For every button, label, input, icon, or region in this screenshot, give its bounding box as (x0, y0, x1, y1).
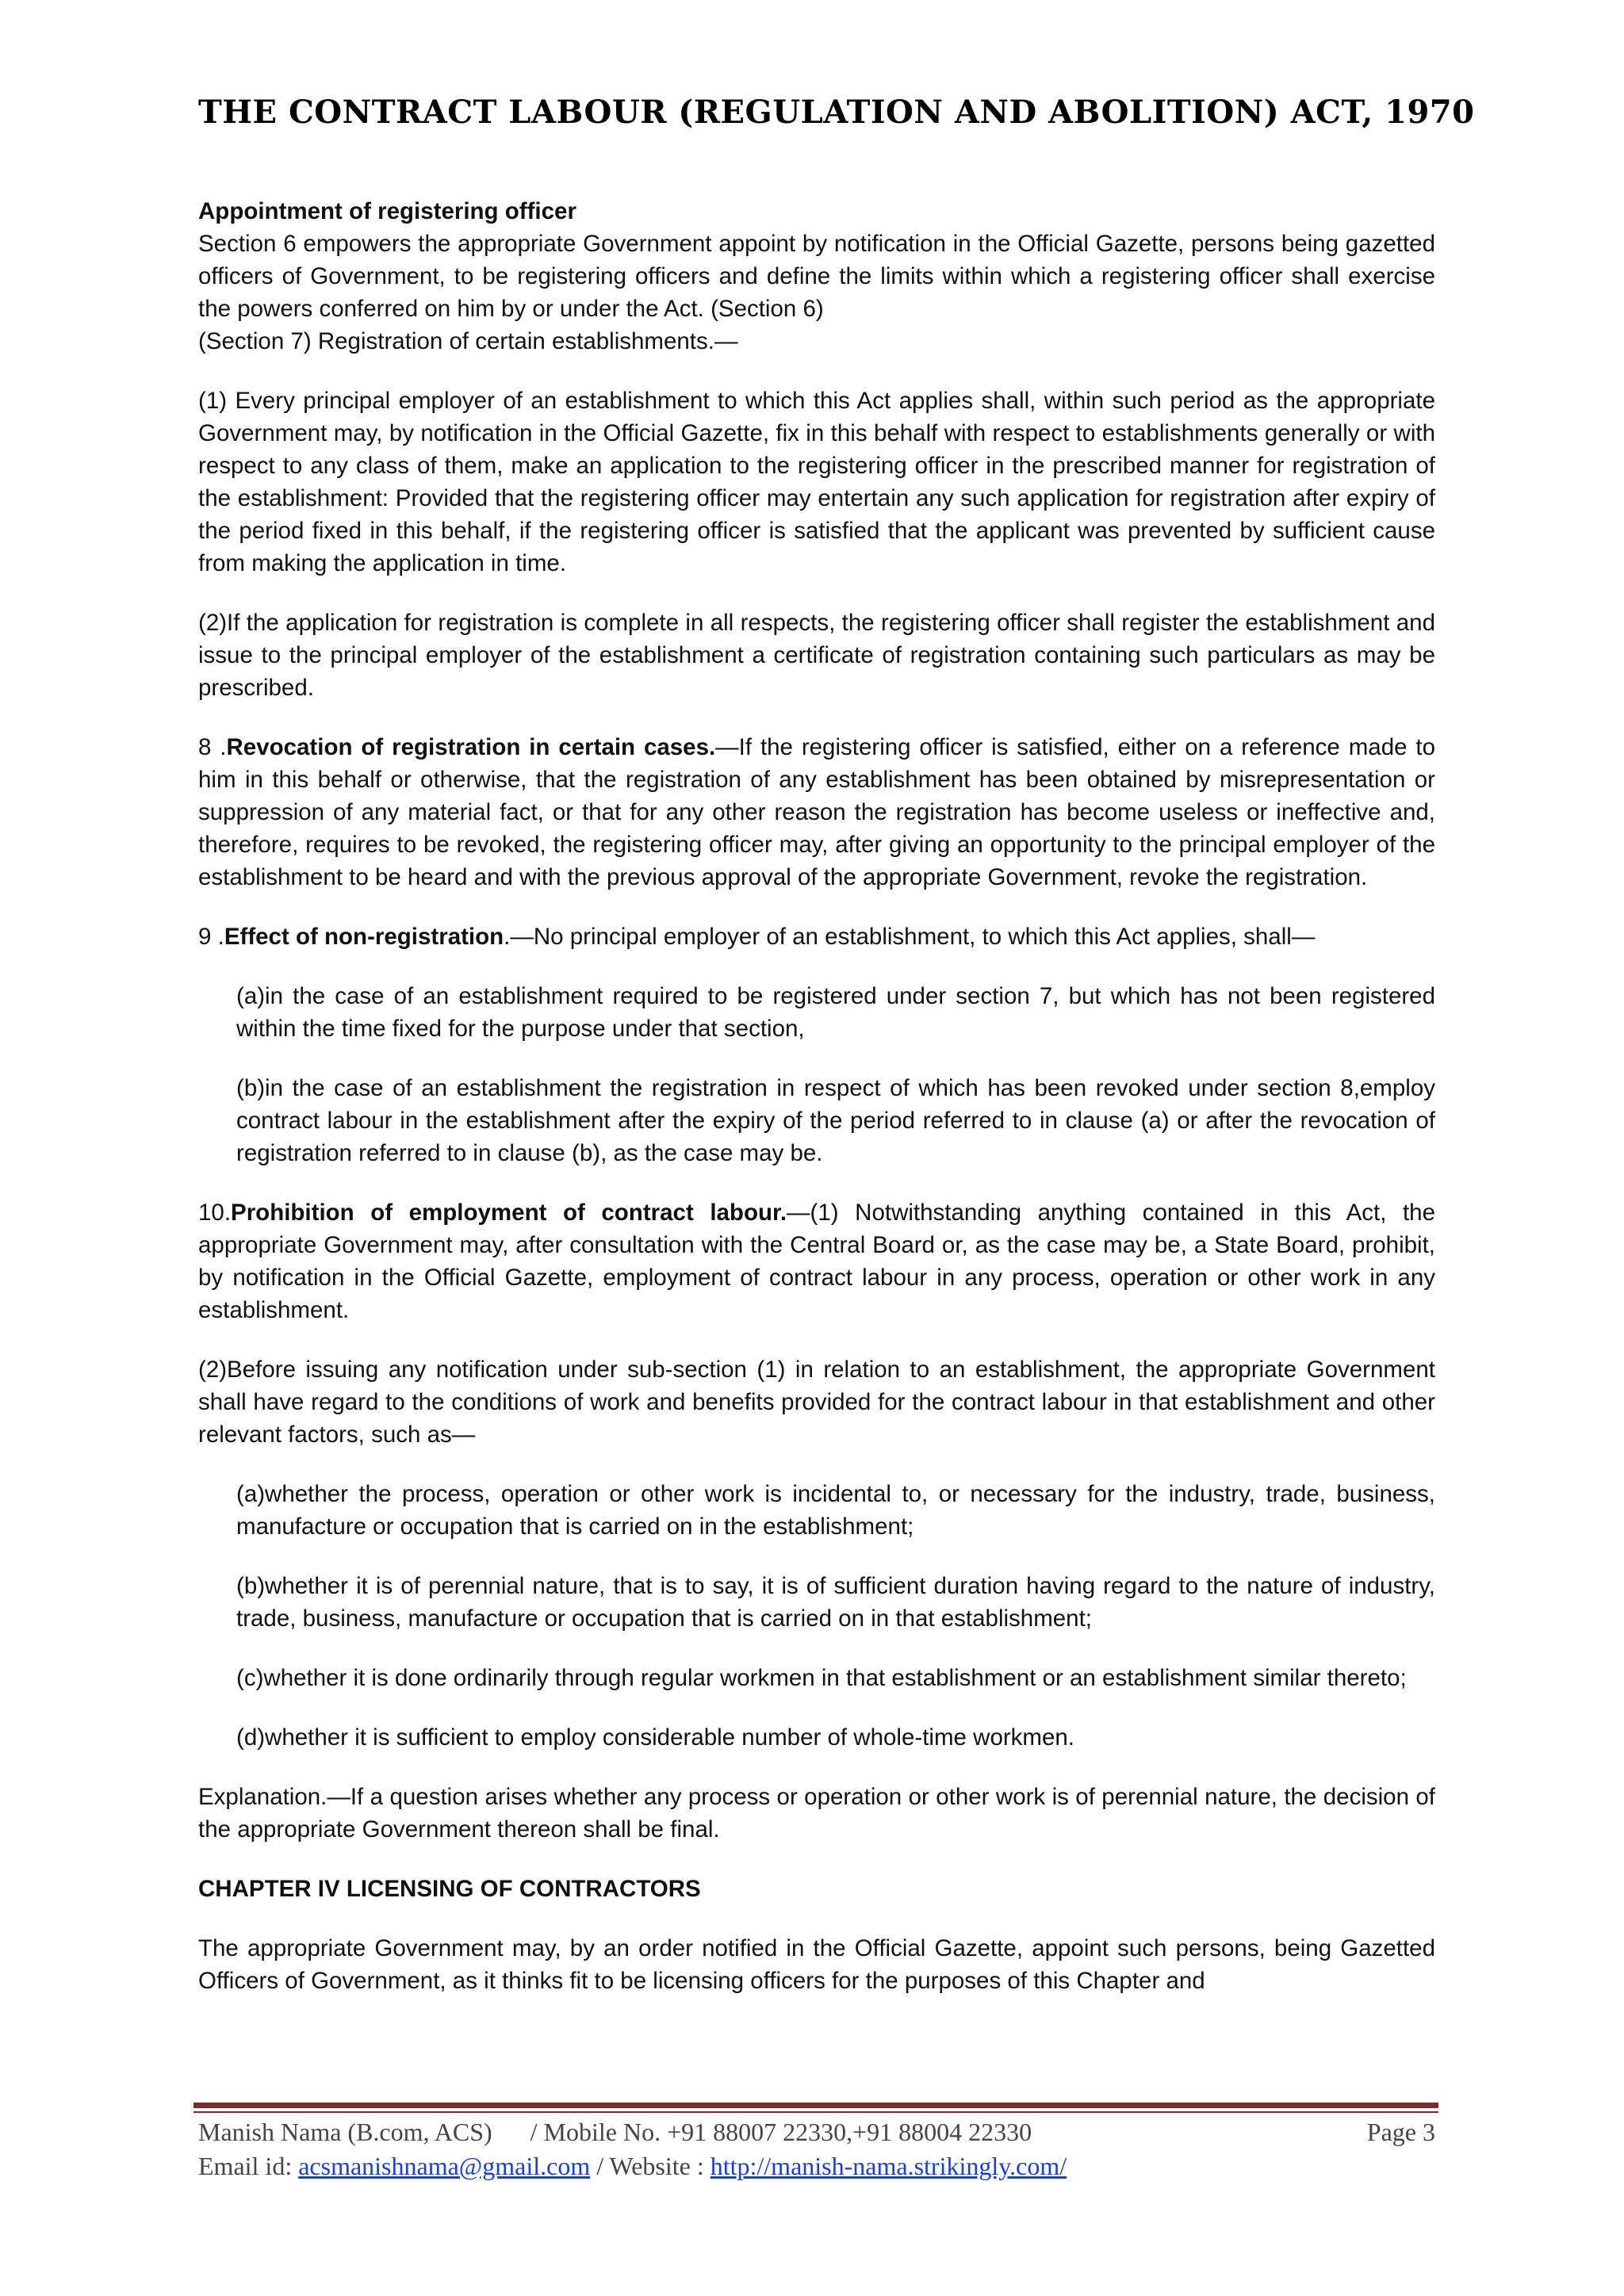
section-10-number: 10. (198, 1200, 232, 1226)
section-9-number: 9 . (198, 924, 224, 950)
footer-divider-thin (193, 2111, 1438, 2113)
section-9-clause-a: (a)in the case of an establishment required to be registered under section 7, but which has not been registered within the time fixed for the purpose under that section, (236, 983, 1435, 1042)
section-6-text: Section 6 empowers the appropriate Government appoint by notification in the Official Gazette, persons being gazetted officers of Government, to be registering officers and define the limits within which a registering officer shall exercise the powers conferred on him by or under the Act. (Section 6) (198, 231, 1435, 322)
section-9-paragraph (198, 920, 1435, 953)
section-10-heading: Prohibition of employment of contract labour. (231, 1200, 787, 1226)
footer-author-contact: Manish Nama (B.com, ACS) / Mobile No. +91 88007 22330,+91 88004 22330 (198, 2118, 1032, 2146)
document-body (198, 195, 1435, 2024)
chapter-iv-heading-text: CHAPTER IV LICENSING OF CONTRACTORS (198, 1876, 701, 1902)
section-9-clause-b: (b)in the case of an establishment the registration in respect of which has been revoked under section 8,employ contract labour in the establishment after the expiry of the period referred to in clause (a) or after the revocation of registration referred to in clause (b), as the case may be. (236, 1075, 1435, 1166)
section-8-text: —If the registering officer is satisfied, either on a reference made to him in this behalf or otherwise, that the registration of any establishment has been obtained by misrepresentation or suppression of any material fact, or that for any other reason the registration has become useless or ineffective and, therefore, requires to be revoked, the registering officer may, after giving an opportunity to the principal employer of the establishment to be heard and with the previous approval of the appropriate Government, revoke the registration. (198, 734, 1435, 890)
footer-author-line (198, 2115, 1435, 2149)
section-8-number: 8 . (198, 734, 227, 760)
section-10-text: —(1) Notwithstanding anything contained in this Act, the appropriate Government may, after consultation with the Central Board or, as the case may be, a State Board, prohibit, by notification in the Official Gazette, employment of contract labour in any process, operation or other work in any establishment. (198, 1200, 1435, 1323)
section-10-clause-b: (b)whether it is of perennial nature, that is to say, it is of sufficient duration having regard to the nature of industry, trade, business, manufacture or occupation that is carried on in that establishment; (236, 1573, 1435, 1632)
section-6-paragraph (198, 195, 1435, 325)
section-10-clause-c: (c)whether it is done ordinarily through regular workmen in that establishment or an establishment similar thereto; (236, 1665, 1407, 1691)
section-9-text: .—No principal employer of an establishment, to which this Act applies, shall— (504, 924, 1316, 950)
footer-links-line (198, 2149, 1435, 2183)
chapter-iv-paragraph: The appropriate Government may, by an order notified in the Official Gazette, appoint such persons, being Gazetted Officers of Government, as it thinks fit to be licensing officers for the purposes of this Chapter and (198, 1935, 1435, 1994)
section-9-heading: Effect of non-registration (224, 924, 504, 950)
footer-email-label: Email id: (198, 2152, 299, 2180)
section-10-clause-d: (d)whether it is sufficient to employ considerable number of whole-time workmen. (236, 1724, 1075, 1751)
footer-page-number: Page 3 (1366, 2118, 1435, 2146)
section-10-clause-a: (a)whether the process, operation or other work is incidental to, or necessary for the industry, trade, business, manufacture or occupation that is carried on in the establishment; (236, 1481, 1435, 1540)
explanation-paragraph: Explanation.—If a question arises whether any process or operation or other work is of perennial nature, the decision of the appropriate Government thereon shall be final. (198, 1784, 1435, 1843)
section-7-subsection-1: (1) Every principal employer of an establishment to which this Act applies shall, within such period as the appropriate Government may, by notification in the Official Gazette, fix in this behalf with respect to establishments generally or with respect to any class of them, make an application to the registering officer in the prescribed manner for registration of the establishment: Provided that the registering officer may entertain any such application for registration after expiry of the period fixed in this behalf, if the registering officer is satisfied that the applicant was prevented by sufficient cause from making the application in time. (198, 388, 1435, 576)
footer-divider-thick (193, 2103, 1438, 2108)
section-8-heading: Revocation of registration in certain cases. (226, 734, 716, 760)
footer-website-label: / Website : (590, 2152, 710, 2180)
chapter-iv-heading (198, 1873, 1435, 1905)
section-7-heading: (Section 7) Registration of certain establishments.— (198, 328, 738, 354)
section-7-subsection-2: (2)If the application for registration is complete in all respects, the registering officer shall register the establishment and issue to the principal employer of the establishment a certificate of registration containing such particulars as may be prescribed. (198, 610, 1435, 701)
section-10-subsection-2: (2)Before issuing any notification under sub-section (1) in relation to an establishment, the appropriate Government shall have regard to the conditions of work and benefits provided for the contract labour in that establishment and other relevant factors, such as— (198, 1357, 1435, 1448)
page-footer (198, 2115, 1435, 2183)
document-title: THE CONTRACT LABOUR (REGULATION AND ABOLITION) ACT, 1970 (198, 94, 1475, 131)
footer-website-link[interactable]: http://manish-nama.strikingly.com/ (710, 2152, 1067, 2180)
section-10-paragraph (198, 1196, 1435, 1326)
section-6-heading: Appointment of registering officer (198, 198, 576, 224)
section-8-paragraph (198, 731, 1435, 894)
footer-email-link[interactable]: acsmanishnama@gmail.com (298, 2152, 591, 2180)
